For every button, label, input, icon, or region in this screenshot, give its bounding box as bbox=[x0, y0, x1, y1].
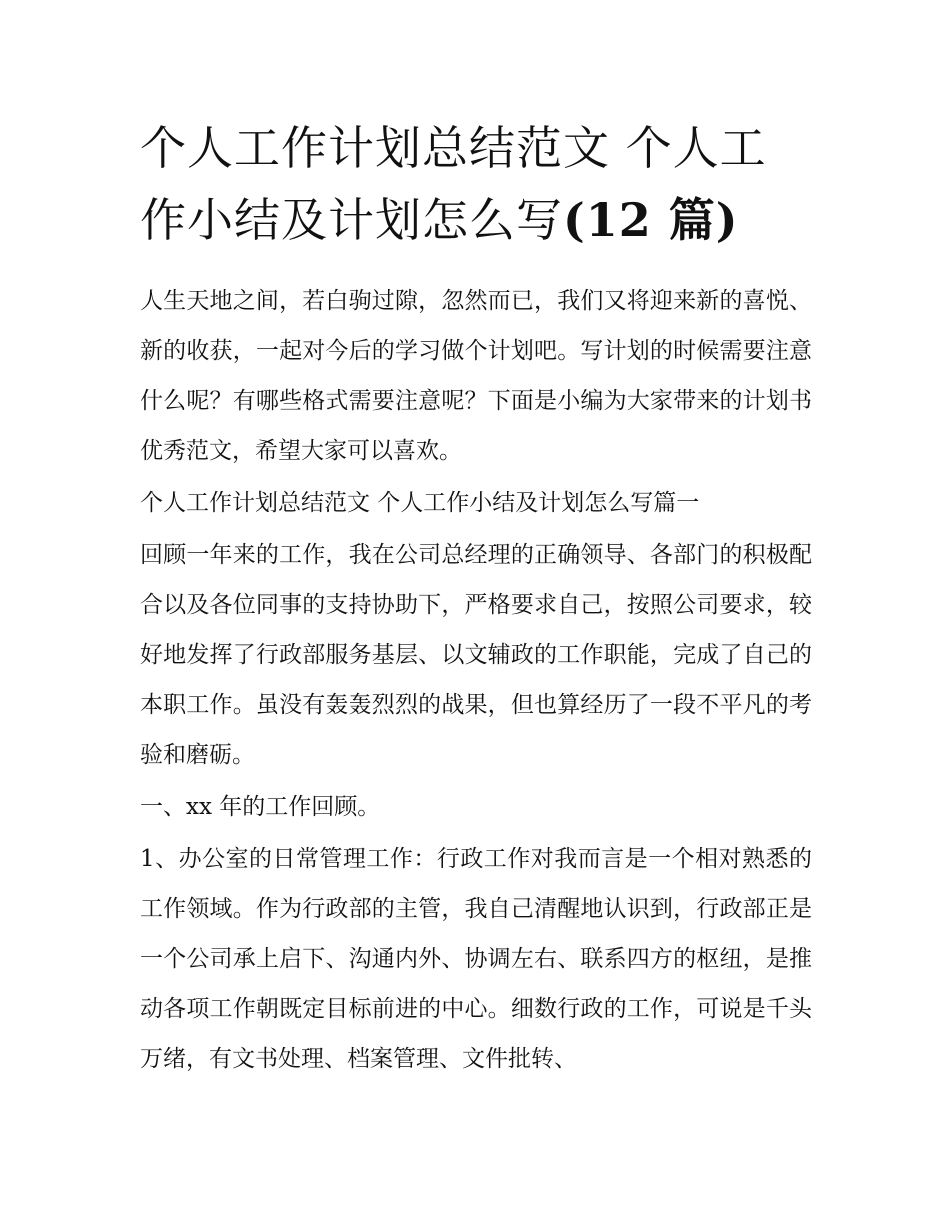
section-heading-1: 个人工作计划总结范文 个人工作小结及计划怎么写篇一 bbox=[140, 490, 700, 516]
title-main: 个人工作计划总结范文 个人工作小结及计划怎么写 bbox=[140, 121, 767, 247]
body-paragraph-office-management: 1、办公室的日常管理工作：行政工作对我而言是一个相对熟悉的工作领域。作为行政部的主管，我自己清醒地认识到，行政部正是一个公司承上启下、沟通内外、协调左右、联系四方的枢纽，是推动各项工作朝既定目标前进的中心。细数行政的工作，可说是千头万绪，有文书处理、档案管理、文件批转、 bbox=[140, 846, 812, 1072]
intro-paragraph: 人生天地之间，若白驹过隙，忽然而已，我们又将迎来新的喜悦、新的收获，一起对今后的学习做个计划吧。写计划的时候需要注意什么呢？有哪些格式需要注意呢？下面是小编为大家带来的计划书优秀范文，希望大家可以喜欢。 bbox=[140, 288, 812, 464]
document-title bbox=[140, 112, 812, 256]
body-paragraph-review: 回顾一年来的工作，我在公司总经理的正确领导、各部门的积极配合以及各位同事的支持协助下，严格要求自己，按照公司要求，较好地发挥了行政部服务基层、以文辅政的工作职能，完成了自己的本职工作。虽没有轰轰烈烈的战果，但也算经历了一段不平凡的考验和磨砺。 bbox=[140, 542, 812, 768]
document-page bbox=[140, 112, 812, 1084]
subheading-work-review: 一、xx 年的工作回顾。 bbox=[140, 794, 381, 820]
title-suffix: (12 篇) bbox=[563, 193, 739, 247]
